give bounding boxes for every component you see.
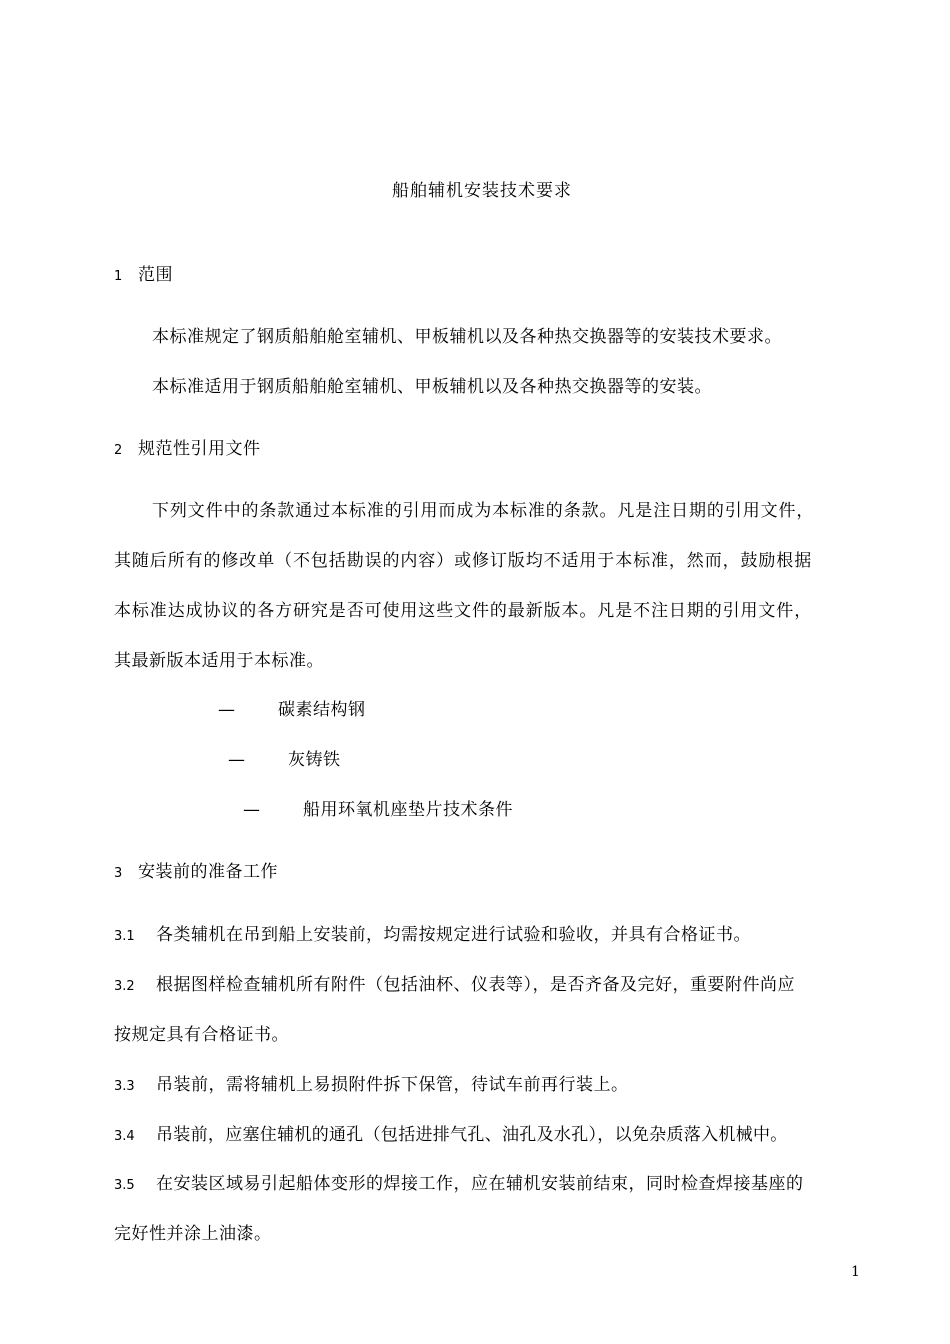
reference-title: 灰铸铁: [288, 750, 341, 770]
dash: —: [218, 700, 235, 720]
reference-title: 船用环氧机座垫片技术条件: [303, 800, 513, 820]
clause-number: 3.2: [114, 979, 135, 994]
reference-item: [243, 795, 513, 820]
clause-text: 吊装前，需将辅机上易损附件拆下保管，待试车前再行装上。: [156, 1075, 629, 1095]
section-number: 2: [114, 443, 123, 458]
reference-item: [218, 695, 366, 720]
paragraph-line: 下列文件中的条款通过本标准的引用而成为本标准的条款。凡是注日期的引用文件，: [152, 501, 815, 521]
section-3-heading: [114, 857, 278, 882]
clause-3-5: [114, 1169, 804, 1194]
clause-3-1: [114, 920, 751, 945]
paragraph-line: 其最新版本适用于本标准。: [114, 651, 324, 671]
section-title: 范围: [138, 265, 173, 285]
clause-text: 各类辅机在吊到船上安装前，均需按规定进行试验和验收，并具有合格证书。: [156, 925, 751, 945]
clause-number: 3.3: [114, 1079, 135, 1094]
paragraph-line: 其随后所有的修改单（不包括勘误的内容）或修订版均不适用于本标准，然而，鼓励根据: [114, 551, 813, 571]
reference-item: [228, 745, 341, 770]
clause-3-2: [114, 970, 795, 995]
reference-title: 碳素结构钢: [278, 700, 366, 720]
clause-text: 吊装前，应塞住辅机的通孔（包括进排气孔、油孔及水孔），以免杂质落入机械中。: [156, 1125, 788, 1145]
paragraph: 本标准规定了钢质船舶舱室辅机、甲板辅机以及各种热交换器等的安装技术要求。: [152, 327, 782, 347]
dash: —: [228, 750, 245, 770]
clause-text: 根据图样检查辅机所有附件（包括油杯、仪表等），是否齐备及完好，重要附件尚应: [156, 975, 795, 995]
clause-number: 3.1: [114, 929, 135, 944]
section-number: 3: [114, 866, 123, 881]
clause-text: 在安装区域易引起船体变形的焊接工作，应在辅机安装前结束，同时检查焊接基座的: [156, 1174, 804, 1194]
page-number: 1: [851, 1264, 860, 1280]
section-number: 1: [114, 269, 123, 284]
section-title: 规范性引用文件: [138, 439, 261, 459]
document-title: 船舶辅机安装技术要求: [392, 181, 572, 201]
dash: —: [243, 800, 260, 820]
clause-text-continued: 完好性并涂上油漆。: [114, 1224, 272, 1244]
section-2-heading: [114, 434, 261, 459]
clause-3-3: [114, 1070, 629, 1095]
clause-number: 3.4: [114, 1129, 135, 1144]
paragraph-line: 本标准达成协议的各方研究是否可使用这些文件的最新版本。凡是不注日期的引用文件，: [114, 601, 813, 621]
clause-3-4: [114, 1120, 788, 1145]
paragraph: 本标准适用于钢质船舶舱室辅机、甲板辅机以及各种热交换器等的安装。: [152, 377, 712, 397]
section-title: 安装前的准备工作: [138, 862, 278, 882]
clause-number: 3.5: [114, 1178, 135, 1193]
section-1-heading: [114, 260, 173, 285]
clause-text-continued: 按规定具有合格证书。: [114, 1025, 289, 1045]
